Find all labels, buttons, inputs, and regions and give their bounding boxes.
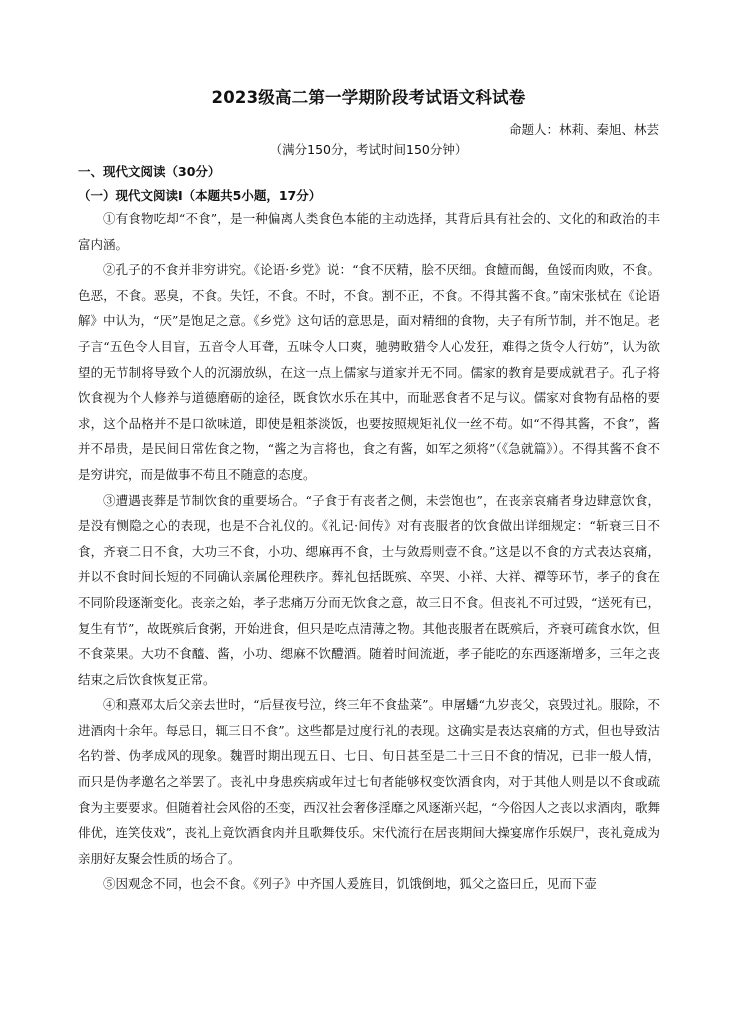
paragraph-2: ②孔子的不食并非穷讲究。《论语·乡党》说：“食不厌精，脍不厌细。食饐而餲，鱼馁而肉败，不食。色恶，不食。恶臭，不食。失饪，不食。不时，不食。割不正，不食。不得其酱不食。”南宋张栻在《论语解》中认为，“厌”是饱足之意。《乡党》这句话的意思是，面对精细的食物，夫子有所节制，并不饱足。老子言“五色令人目盲，五音令人耳聋，五味令人口爽，驰骋畋猎令人心发狂，难得之货令人行妨”，认为欲望的无节制将导致个人的沉溺放纵，在这一点上儒家与道家并无不同。儒家的教育是要成就君子。孔子将饮食视为个人修养与道德磨砺的途径，既食饮水乐在其中，而耻恶食者不足与议。儒家对食物有品格的要求，这个品格并不是口欲味道，即使是粗茶淡饭，也要按照规矩礼仪一丝不苟。如“不得其酱，不食”，酱并不昂贵，是民间日常佐食之物，“酱之为言将也，食之有酱，如军之须将”（《急就篇》）。不得其酱不食不是穷讲究，而是做事不苟且不随意的态度。: [78, 262, 660, 482]
paragraph-1: ①有食物吃却“不食”，是一种偏离人类食色本能的主动选择，其背后具有社会的、文化的和政治的丰富内涵。: [78, 211, 660, 252]
subsection-heading: （一）现代文阅读Ⅰ（本题共5小题，17分）: [78, 188, 322, 203]
reading-passage: [78, 206, 660, 897]
paragraph-5: ⑤因观念不同，也会不食。《列子》中齐国人爰旌目，饥饿倒地，狐父之盗曰丘，见而下壶: [103, 876, 597, 892]
exam-info: （满分150分，考试时间150分钟）: [269, 142, 468, 157]
exam-title: 2023级高二第一学期阶段考试语文科试卷: [211, 88, 526, 107]
section-heading: 一、现代文阅读（30分）: [78, 164, 221, 179]
paragraph-4: ④和熹邓太后父亲去世时，“后昼夜号泣，终三年不食盐菜”。申屠蟠“九岁丧父，哀毁过礼。服除，不进酒肉十余年。每忌日，辄三日不食”。这些都是过度行礼的表现。这确实是表达哀痛的方式，但也导致沽名钓誉、伪孝成风的现象。魏晋时期出现五日、七日、旬日甚至是二十三日不食的情况，已非一般人情，而只是伪孝邀名之举罢了。丧礼中身患疾病或年过七旬者能够权变饮酒食肉，对于其他人则是以不食或疏食为主要要求。但随着社会风俗的丕变，西汉社会奢侈淫靡之风逐渐兴起，“今俗因人之丧以求酒肉，歌舞俳优，连笑伎戏”，丧礼上竟饮酒食肉并且歌舞伎乐。宋代流行在居丧期间大操宴席作乐娱尸，丧礼竟成为亲朋好友聚会性质的场合了。: [78, 697, 660, 866]
authors-line: 命题人：林莉、秦旭、林芸: [508, 122, 659, 137]
paragraph-3: ③遭遇丧葬是节制饮食的重要场合。“子食于有丧者之侧，未尝饱也”，在丧亲哀痛者身边肆意饮食，是没有恻隐之心的表现，也是不合礼仪的。《礼记·间传》对有丧服者的饮食做出详细规定：“斩衰三日不食，齐衰二日不食，大功三不食，小功、缌麻再不食，士与敛焉则壹不食。”这是以不食的方式表达哀痛，并以不食时间长短的不同确认亲属伦理秩序。葬礼包括既殡、卒哭、小祥、大祥、禫等环节，孝子的食在不同阶段逐渐变化。丧亲之始，孝子悲痛万分而无饮食之意，故三日不食。但丧礼不可过毁，“送死有已，复生有节”，故既殡后食粥，开始进食，但只是吃点清薄之物。其他丧服者在既殡后，齐衰可疏食水饮，但不食菜果。大功不食醯、酱，小功、缌麻不饮醴酒。随着时间流逝，孝子能吃的东西逐渐增多，三年之丧结束之后饮食恢复正常。: [78, 492, 660, 687]
